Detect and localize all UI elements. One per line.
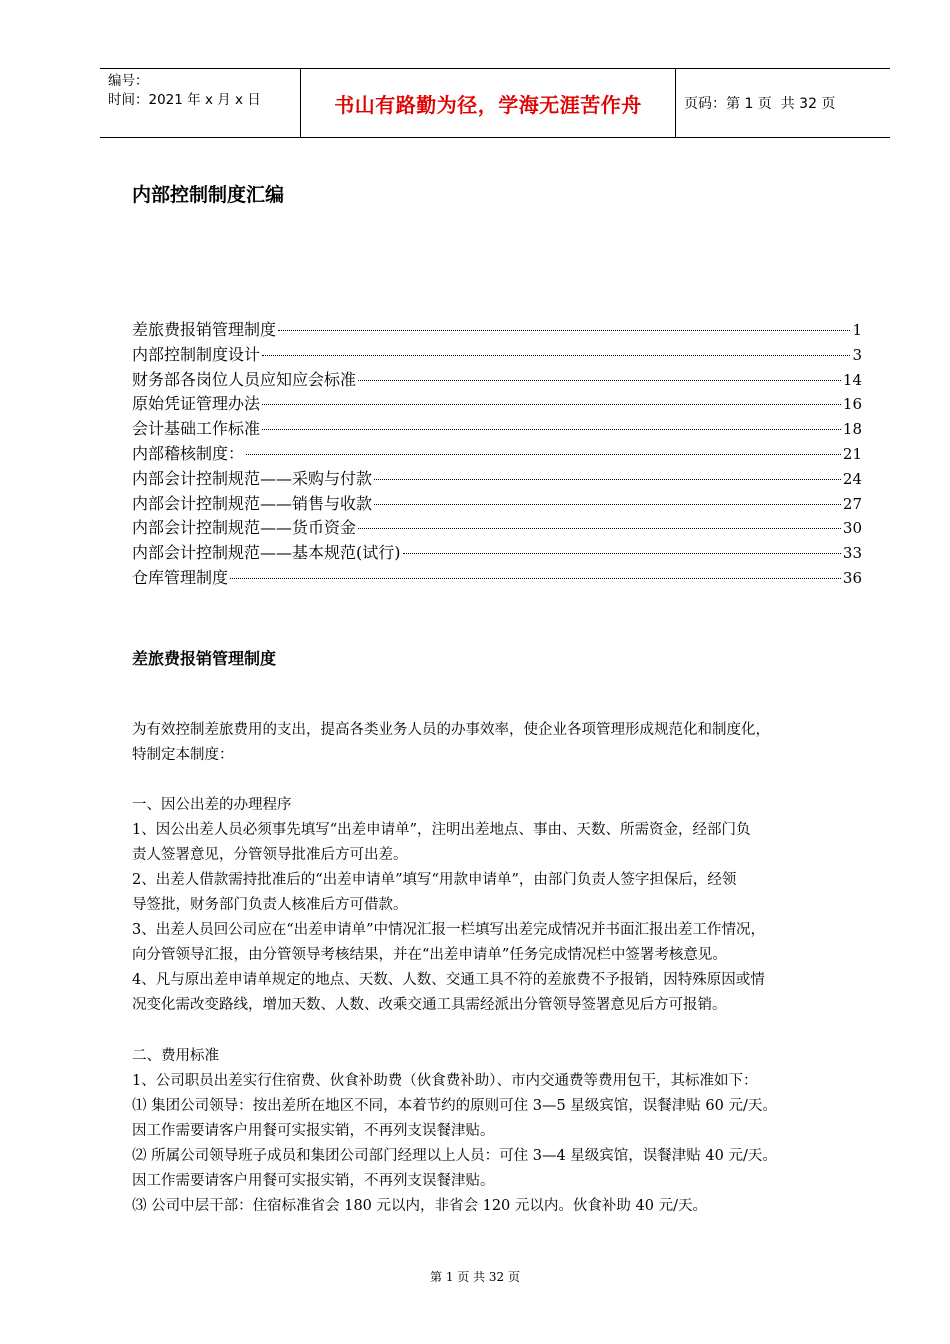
toc-entry-page: 21 xyxy=(842,444,862,463)
part-one-procedure xyxy=(132,793,882,1018)
document-title: 内部控制制度汇编 xyxy=(132,184,285,206)
page-header xyxy=(100,68,890,138)
toc-dot-leader xyxy=(246,454,841,455)
toc-dot-leader xyxy=(374,504,841,505)
text-line: 4、凡与原出差申请单规定的地点、天数、人数、交通工具不符的差旅费不予报销，因特殊原因或情 xyxy=(132,972,765,988)
page-footer: 第 1 页 共 32 页 xyxy=(430,1270,520,1284)
toc-entry[interactable] xyxy=(132,416,862,441)
text-line: 因工作需要请客户用餐可实报实销，不再列支误餐津贴。 xyxy=(132,1173,495,1189)
toc-entry-page: 18 xyxy=(842,420,862,439)
text-line: ⑵ 所属公司领导班子成员和集团公司部门经理以上人员：可住 3—4 星级宾馆，误餐津贴 40 元/天。 xyxy=(132,1148,777,1164)
toc-dot-leader xyxy=(230,578,841,579)
toc-entry[interactable] xyxy=(132,441,862,466)
toc-entry-page: 1 xyxy=(852,321,862,339)
number-label: 编号： xyxy=(108,73,149,89)
toc-dot-leader xyxy=(403,553,841,554)
toc-entry-label: 财务部各岗位人员应知应会标准 xyxy=(132,369,357,389)
toc-entry-page: 33 xyxy=(842,544,862,563)
toc-entry-page: 24 xyxy=(842,469,862,488)
toc-dot-leader xyxy=(278,330,850,331)
toc-entry[interactable] xyxy=(132,466,862,491)
text-line: 一、因公出差的办理程序 xyxy=(132,797,292,813)
page-info-text: 页码：第 1 页 共 32 页 xyxy=(684,96,836,112)
toc-dot-leader xyxy=(374,479,841,480)
toc-entry-label: 内部会计控制规范——采购与付款 xyxy=(132,468,373,488)
time-label: 时间：2021 年 x 月 x 日 xyxy=(108,92,261,108)
text-line: 责人签署意见，分管领导批准后方可出差。 xyxy=(132,847,408,863)
toc-entry[interactable] xyxy=(132,565,862,590)
text-line: 1、公司职员出差实行住宿费、伙食补助费（伙食费补助）、市内交通费等费用包干，其标准如下： xyxy=(132,1073,758,1089)
toc-entry[interactable] xyxy=(132,391,862,416)
text-line: 3、出差人员回公司应在“出差申请单”中情况汇报一栏填写出差完成情况并书面汇报出差工作情况， xyxy=(132,922,766,938)
toc-entry-page: 14 xyxy=(842,370,862,389)
text-line: 导签批，财务部门负责人核准后方可借款。 xyxy=(132,897,408,913)
part-two-standards xyxy=(132,1044,882,1219)
text-line: 因工作需要请客户用餐可实报实销，不再列支误餐津贴。 xyxy=(132,1123,495,1139)
toc-entry-page: 16 xyxy=(842,395,862,414)
toc-dot-leader xyxy=(358,380,841,381)
toc-entry-label: 内部会计控制规范——货币资金 xyxy=(132,518,357,538)
table-of-contents xyxy=(132,317,862,590)
toc-entry-page: 30 xyxy=(842,519,862,538)
text-line: ⑶ 公司中层干部：住宿标准省会 180 元以内，非省会 120 元以内。伙食补助 40 元/天。 xyxy=(132,1198,707,1214)
toc-entry[interactable] xyxy=(132,342,862,367)
text-line: 为有效控制差旅费用的支出，提高各类业务人员的办事效率，使企业各项管理形成规范化和制度化， xyxy=(132,722,770,738)
text-line: 二、费用标准 xyxy=(132,1048,219,1064)
toc-entry[interactable] xyxy=(132,317,862,342)
text-line: 况变化需改变路线，增加天数、人数、改乘交通工具需经派出分管领导签署意见后方可报销。 xyxy=(132,997,727,1013)
text-line: 向分管领导汇报，由分管领导考核结果，并在“出差申请单”任务完成情况栏中签署考核意见。 xyxy=(132,947,727,963)
header-meta xyxy=(100,69,301,137)
text-line: 特制定本制度： xyxy=(132,747,234,763)
toc-dot-leader xyxy=(262,404,841,405)
toc-entry[interactable] xyxy=(132,515,862,540)
toc-entry-label: 内部会计控制规范——基本规范(试行) xyxy=(132,543,401,563)
toc-entry[interactable] xyxy=(132,540,862,565)
toc-entry-label: 内部控制制度设计 xyxy=(132,344,261,364)
header-page-info xyxy=(676,69,890,137)
toc-entry-page: 3 xyxy=(852,345,862,364)
toc-entry-label: 内部稽核制度： xyxy=(132,443,245,463)
toc-entry[interactable] xyxy=(132,367,862,392)
header-motto: 书山有路勤为径，学海无涯苦作舟 xyxy=(301,69,676,137)
toc-dot-leader xyxy=(358,528,841,529)
intro-paragraph xyxy=(132,718,882,768)
toc-entry-label: 差旅费报销管理制度 xyxy=(132,320,277,339)
toc-entry-page: 27 xyxy=(842,494,862,513)
toc-dot-leader xyxy=(262,355,850,356)
toc-entry[interactable] xyxy=(132,491,862,516)
text-line: 2、出差人借款需持批准后的“出差申请单”填写“用款申请单”，由部门负责人签字担保后，经领 xyxy=(132,872,737,888)
toc-entry-label: 内部会计控制规范——销售与收款 xyxy=(132,493,373,513)
toc-entry-page: 36 xyxy=(842,568,862,587)
text-line: 1、因公出差人员必须事先填写“出差申请单”，注明出差地点、事由、天数、所需资金，经部门负 xyxy=(132,822,751,838)
toc-dot-leader xyxy=(262,429,841,430)
text-line: ⑴ 集团公司领导：按出差所在地区不同，本着节约的原则可住 3—5 星级宾馆，误餐津贴 60 元/天。 xyxy=(132,1098,777,1114)
toc-entry-label: 原始凭证管理办法 xyxy=(132,394,261,414)
section-title: 差旅费报销管理制度 xyxy=(132,649,277,668)
toc-entry-label: 会计基础工作标准 xyxy=(132,419,261,439)
toc-entry-label: 仓库管理制度 xyxy=(132,567,229,587)
